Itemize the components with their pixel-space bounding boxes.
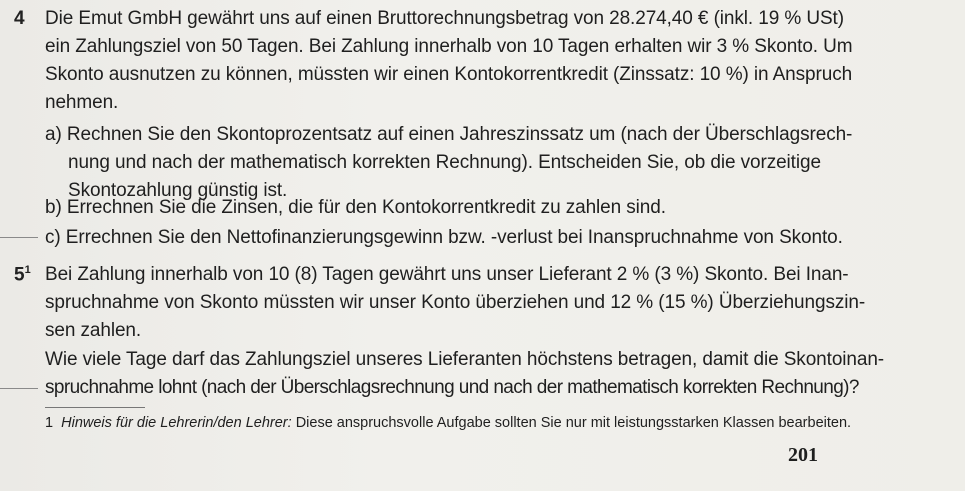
margin-rule-left-1 — [0, 237, 38, 238]
margin-rule-left-2 — [0, 388, 38, 389]
footnote — [45, 415, 851, 431]
task4-line-1: Die Emut GmbH gewährt uns auf einen Bruttorechnungsbetrag von 28.274,40 € (inkl. 19 % USt) — [45, 8, 844, 29]
task4-line-4: nehmen. — [45, 92, 119, 113]
task4-a-line-2: nung und nach der mathematisch korrekten Rechnung). Entscheiden Sie, ob die vorzeitige — [68, 152, 821, 173]
footnote-reference: 1 — [24, 264, 31, 276]
task5-line-2: spruchnahme von Skonto müssten wir unser Konto überziehen und 12 % (15 %) Überziehungszin- — [45, 292, 866, 313]
footnote-text: Diese anspruchsvolle Aufgabe sollten Sie nur mit leistungsstarken Klassen bearbeiten. — [295, 415, 852, 431]
footnote-marker: 1 — [45, 415, 54, 431]
task4-c-line: c) Errechnen Sie den Nettofinanzierungsgewinn bzw. -verlust bei Inanspruchnahme von Skonto. — [45, 227, 843, 248]
task-number-5: $5^1$ — [14, 264, 31, 286]
footnote-label: Hinweis für die Lehrerin/den Lehrer: — [61, 415, 292, 431]
task5-line-4: Wie viele Tage darf das Zahlungsziel unseres Lieferanten höchstens betragen, damit die Skontoinan- — [45, 349, 885, 370]
footnote-separator — [45, 407, 145, 408]
task4-line-3: Skonto ausnutzen zu können, müssten wir einen Kontokorrentkredit (Zinssatz: 10 %) in Anspruch — [45, 64, 853, 85]
page-number: 201 — [788, 444, 818, 466]
task4-a-line-1: a) Rechnen Sie den Skontoprozentsatz auf einen Jahreszinssatz um (nach der Überschlagsrech- — [45, 124, 853, 145]
task5-line-5: spruchnahme lohnt (nach der Überschlagsrechnung und nach der mathematisch korrekten Rechnung)? — [45, 377, 859, 398]
task4-line-2: ein Zahlungsziel von 50 Tagen. Bei Zahlung innerhalb von 10 Tagen erhalten wir 3 % Skonto. Um — [45, 36, 853, 57]
task5-line-1: Bei Zahlung innerhalb von 10 (8) Tagen gewährt uns unser Lieferant 2 % (3 %) Skonto. Bei Inan- — [45, 264, 849, 285]
task-number-4: 4 — [14, 8, 25, 29]
task5-line-3: sen zahlen. — [45, 320, 142, 341]
task4-b-line: b) Errechnen Sie die Zinsen, die für den Kontokorrentkredit zu zahlen sind. — [45, 197, 666, 218]
task4-a-line-3: Skontozahlung günstig ist. — [68, 180, 288, 201]
